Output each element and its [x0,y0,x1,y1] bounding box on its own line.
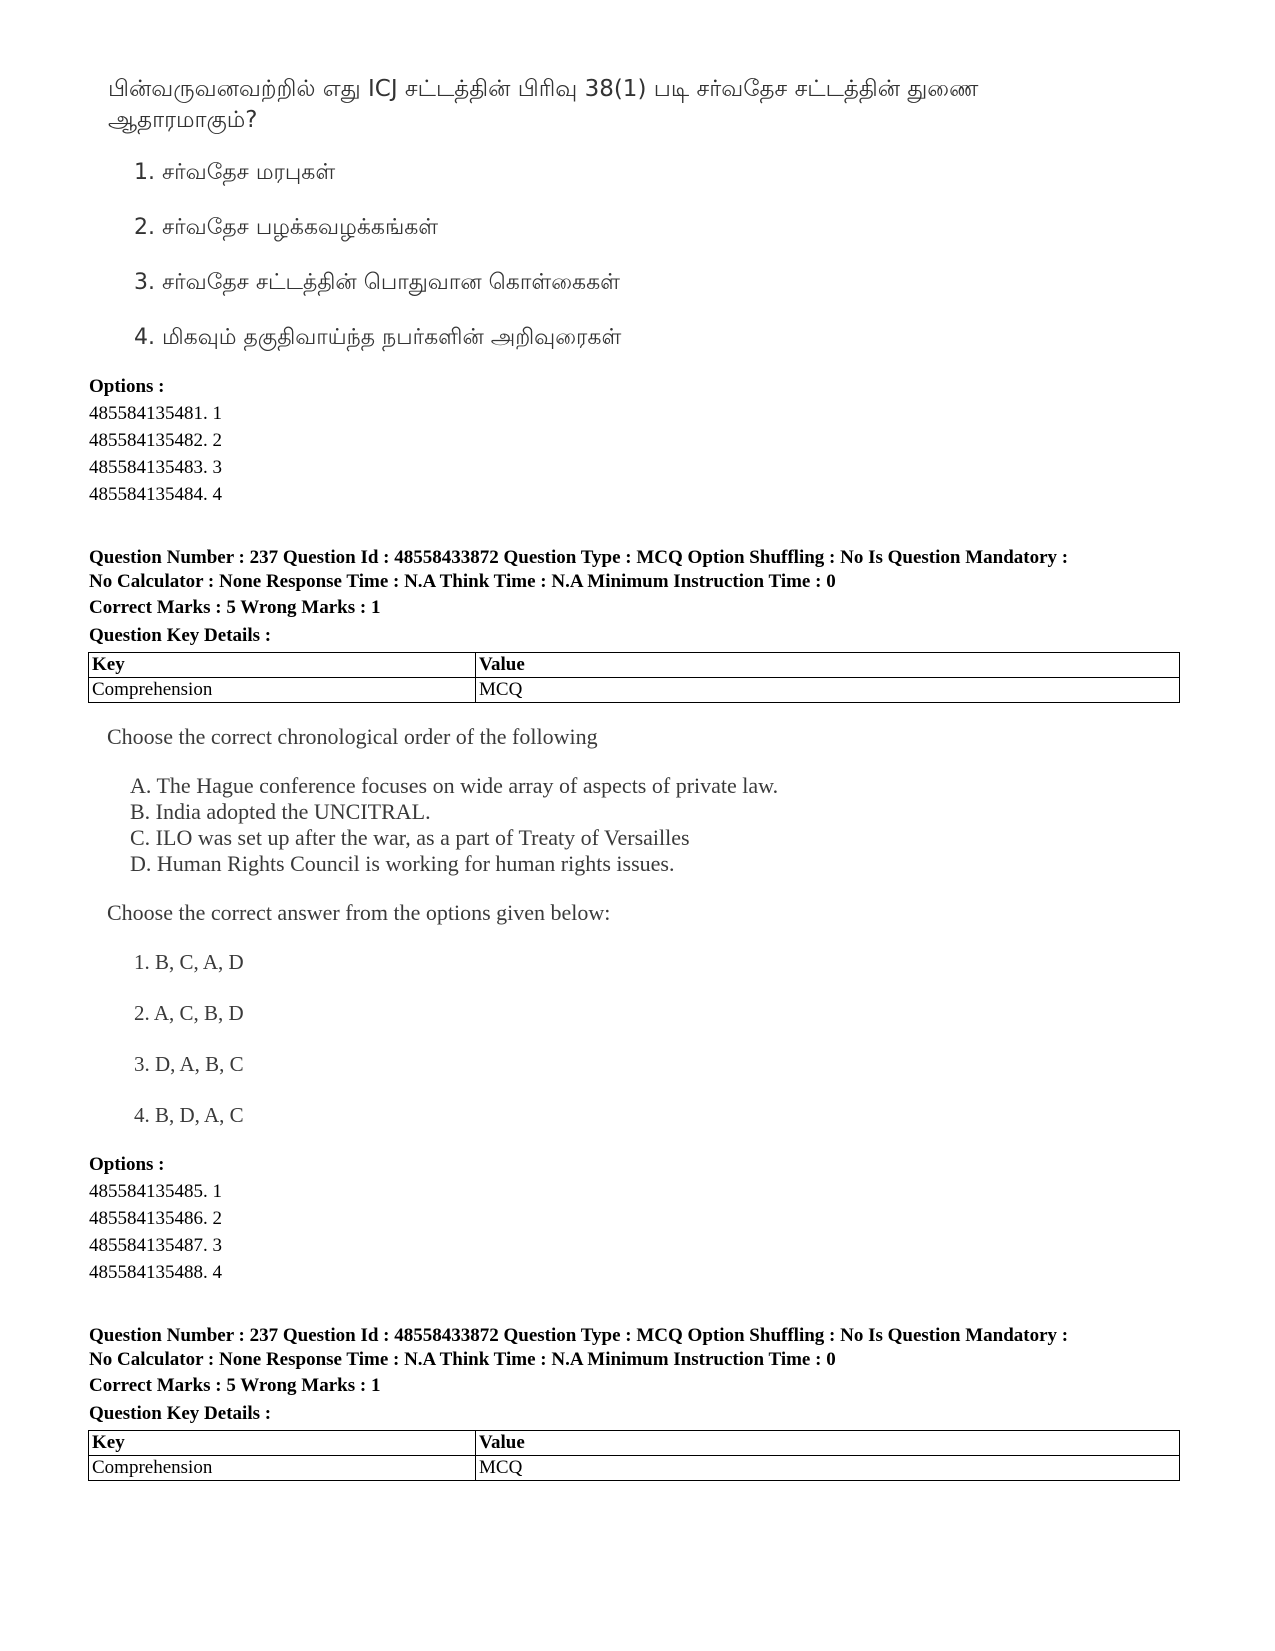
choice-item: 4. B, D, A, C [134,1103,244,1127]
question-1-line-2: ஆதாரமாகும்? [108,107,258,133]
table-cell-value: MCQ [476,1456,1180,1481]
table-header-value: Value [476,1431,1180,1456]
option-id: 485584135483. 3 [89,457,222,478]
table-row [89,1456,1180,1481]
statement-item: D. Human Rights Council is working for human rights issues. [130,851,675,876]
table-cell-value: MCQ [476,678,1180,703]
table-header-row [89,653,1180,678]
choice-item: 3. D, A, B, C [134,1052,244,1076]
statement-item: B. India adopted the UNCITRAL. [130,799,431,824]
option-id: 485584135481. 1 [89,403,222,424]
options-label: Options : [89,1154,165,1175]
options-block-1 [89,373,222,508]
meta-line-1: Question Number : 237 Question Id : 48558433872 Question Type : MCQ Option Shuffling : No Is Question Mandatory : [89,547,1069,568]
meta-line-2: No Calculator : None Response Time : N.A Think Time : N.A Minimum Instruction Time : 0 [89,1349,836,1370]
table-row [89,678,1180,703]
key-details-table [88,1430,1180,1481]
statement-item: A. The Hague conference focuses on wide array of aspects of private law. [130,773,779,798]
option-id: 485584135486. 2 [89,1208,222,1229]
table-header-key: Key [89,1431,476,1456]
meta-line-2: No Calculator : None Response Time : N.A Think Time : N.A Minimum Instruction Time : 0 [89,571,836,592]
option-id: 485584135482. 2 [89,430,222,451]
table-cell-key: Comprehension [89,678,476,703]
choice-item: 3. சர்வதேச சட்டத்தின் பொதுவான கொள்கைகள் [134,270,621,295]
key-details-table [88,652,1180,703]
choice-item: 2. A, C, B, D [134,1001,244,1025]
question-meta-2 [89,1324,1068,1372]
key-details-label: Question Key Details : [89,625,272,646]
choice-item: 2. சர்வதேச பழக்கவழக்கங்கள் [134,215,439,240]
option-id: 485584135487. 3 [89,1235,222,1256]
key-details-label: Question Key Details : [89,1403,272,1424]
question-2-intro: Choose the correct chronological order of the following [107,724,598,749]
table-header-row [89,1431,1180,1456]
table-cell-key: Comprehension [89,1456,476,1481]
statement-item: C. ILO was set up after the war, as a part of Treaty of Versailles [130,825,690,850]
choice-item: 1. சர்வதேச மரபுகள் [134,160,336,185]
question-1-text [108,74,1148,136]
table-header-value: Value [476,653,1180,678]
options-label: Options : [89,376,165,397]
question-2-prompt: Choose the correct answer from the options given below: [107,900,611,925]
option-id: 485584135488. 4 [89,1262,222,1283]
question-meta-1 [89,546,1068,594]
meta-line-1: Question Number : 237 Question Id : 48558433872 Question Type : MCQ Option Shuffling : No Is Question Mandatory : [89,1325,1069,1346]
question-2-statements [130,773,778,877]
question-1-line-1: பின்வருவனவற்றில் எது ICJ சட்டத்தின் பிரிவு 38(1) படி சர்வதேச சட்டத்தின் துணை [108,76,979,102]
choice-item: 1. B, C, A, D [134,950,244,974]
option-id: 485584135484. 4 [89,484,222,505]
table-header-key: Key [89,653,476,678]
choice-item: 4. மிகவும் தகுதிவாய்ந்த நபர்களின் அறிவுரைகள் [134,325,622,350]
marks-line: Correct Marks : 5 Wrong Marks : 1 [89,1375,381,1396]
options-block-2 [89,1151,222,1286]
marks-line: Correct Marks : 5 Wrong Marks : 1 [89,597,381,618]
option-id: 485584135485. 1 [89,1181,222,1202]
